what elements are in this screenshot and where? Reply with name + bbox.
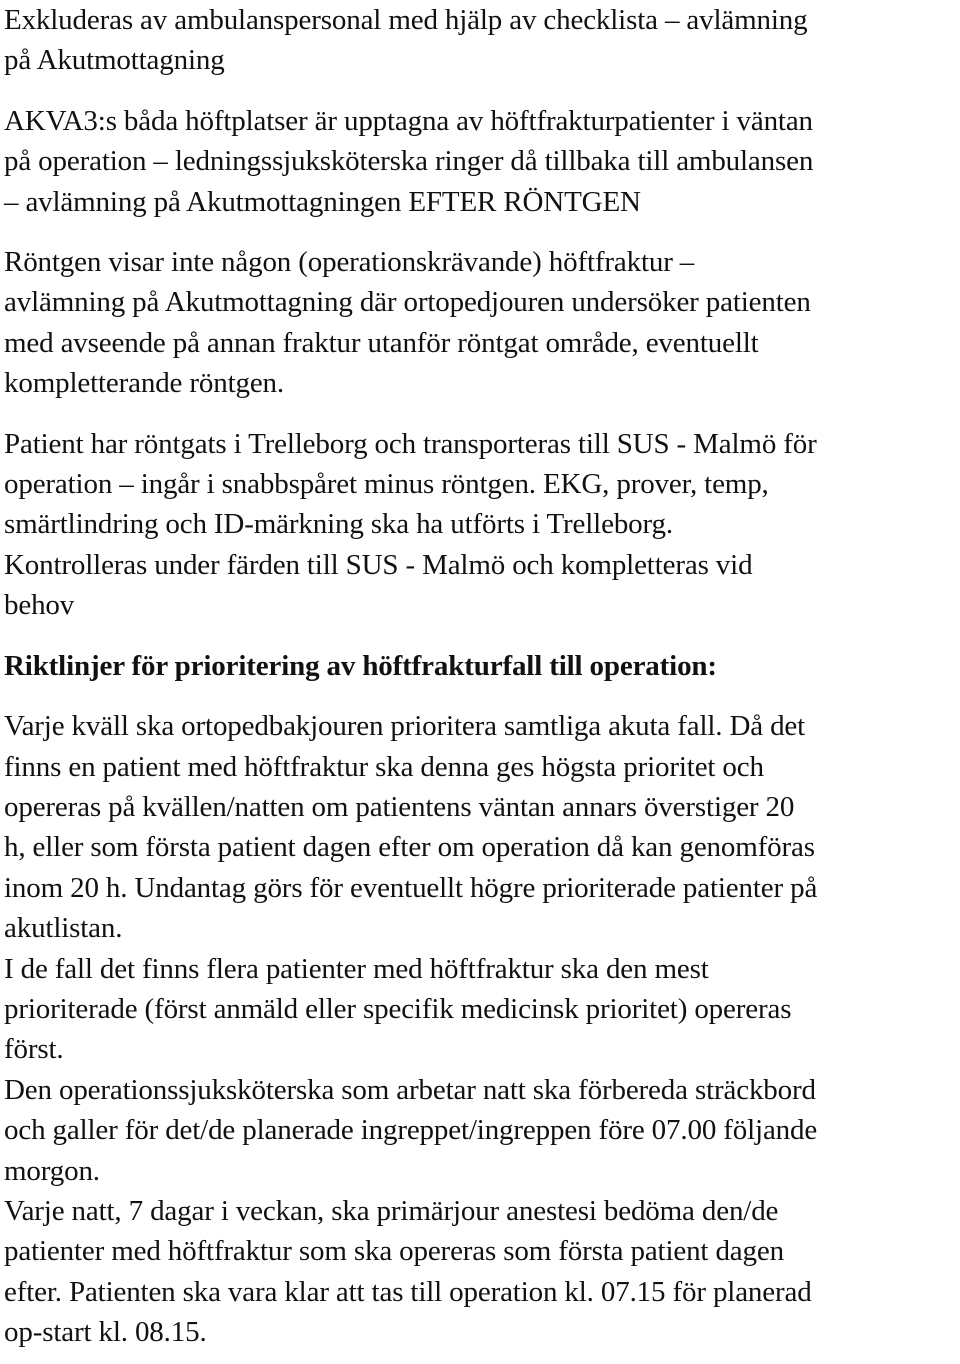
paragraph-akva3-full: AKVA3:s båda höftplatser är upptagna av höftfrakturpatienter i väntan på operation – ledningssjuksköterska ringer då tillbaka till ambulansen – avlämning på Akutmottagningen EFTER RÖNTGEN bbox=[4, 104, 814, 218]
section-heading-prioritization: Riktlinjer för prioritering av höftfrakturfall till operation: bbox=[4, 649, 717, 682]
paragraph-check-during-transport: Kontrolleras under färden till SUS - Malmö och kompletteras vid behov bbox=[4, 548, 753, 622]
paragraph-checklist-handover: Exkluderas av ambulanspersonal med hjälp av checklista – avlämning på Akutmottagning bbox=[4, 4, 808, 77]
document-page bbox=[4, 0, 958, 1353]
paragraph-evening-prioritization: Varje kväll ska ortopedbakjouren prioritera samtliga akuta fall. Då det finns en patient med höftfraktur ska denna ges högsta prioritet och opereras på kvällen/natten om patientens väntan annars överstiger 20 h, eller som första patient dagen efter om operation då kan genomföras inom 20 h. Undantag görs för eventuellt högre prioriterade patienter på akutlistan. bbox=[4, 710, 818, 945]
paragraph-anesthesia-assessment: Varje natt, 7 dagar i veckan, ska primärjour anestesi bedöma den/de patienter med höftfraktur som ska opereras som första patient dagen efter. Patienten ska vara klar att tas till operation kl. 07.15 för planerad op-start kl. 08.15. bbox=[4, 1194, 812, 1349]
paragraph-trelleborg-transport: Patient har röntgats i Trelleborg och transporteras till SUS - Malmö för operation – ingår i snabbspåret minus röntgen. EKG, prover, temp, smärtlindring och ID-märkning ska ha utförts i Trelleborg. bbox=[4, 427, 817, 541]
paragraph-night-nurse-prep: Den operationssjuksköterska som arbetar natt ska förbereda sträckbord och galler för det/de planerade ingreppet/ingreppen före 07.00 följande morgon. bbox=[4, 1073, 818, 1187]
paragraph-xray-no-fracture: Röntgen visar inte någon (operationskrävande) höftfraktur – avlämning på Akutmottagning där ortopedjouren undersöker patienten med avseende på annan fraktur utanför röntgat område, eventuellt kompletterande röntgen. bbox=[4, 246, 811, 400]
paragraph-multiple-patients: I de fall det finns flera patienter med höftfraktur ska den mest prioriterade (först anmäld eller specifik medicinsk prioritet) opereras först. bbox=[4, 952, 792, 1066]
